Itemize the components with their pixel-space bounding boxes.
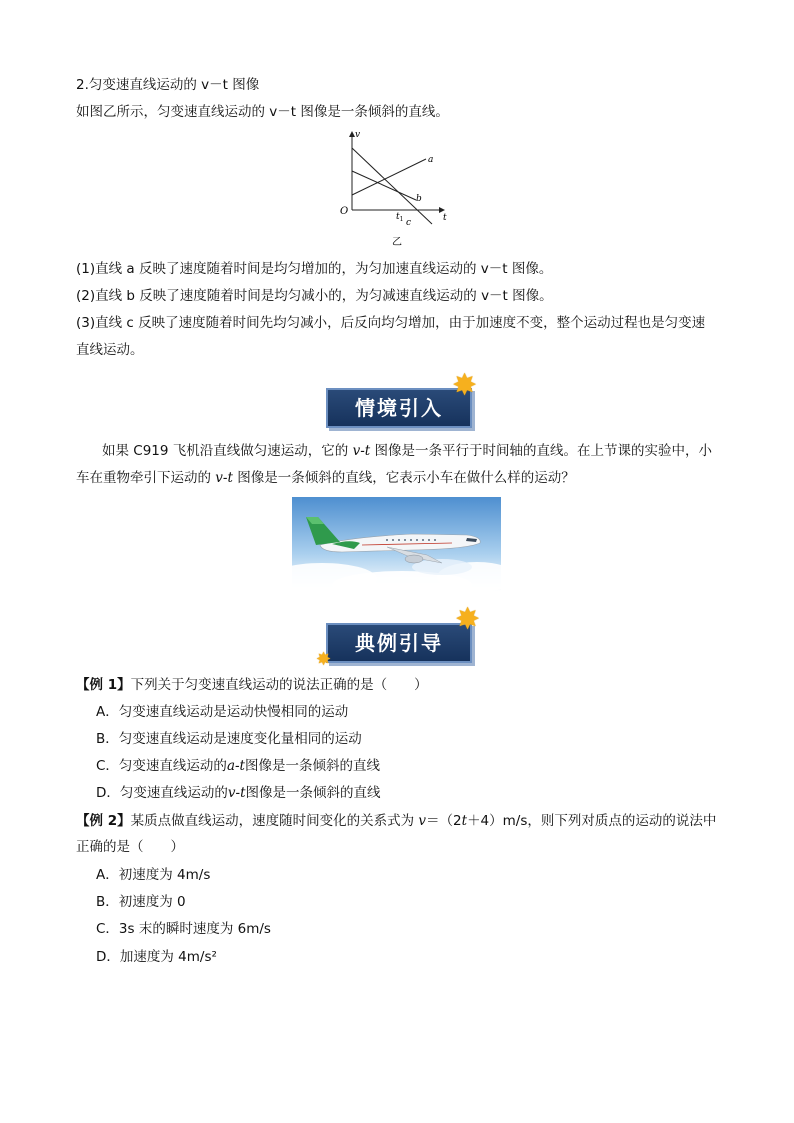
- example2-option-b: B．初速度为 0: [96, 894, 186, 910]
- label-c: c: [406, 218, 412, 228]
- example2-question-line2: 正确的是（ ）: [76, 839, 184, 855]
- banner-examples-label: 典例引导: [355, 631, 443, 655]
- star-icon: ✸: [316, 649, 332, 670]
- option-text: C．匀变速直线运动的: [96, 758, 227, 774]
- scenario-line2: [76, 469, 575, 487]
- banner-scenario-label: 情境引入: [355, 396, 443, 420]
- scenario-text: 图像是一条平行于时间轴的直线。在上节课的实验中，小: [370, 443, 712, 459]
- scenario-text: 图像是一条倾斜的直线，它表示小车在做什么样的运动？: [232, 470, 575, 486]
- scenario-text: 车在重物牵引下运动的: [76, 470, 216, 486]
- airplane-image: [292, 497, 501, 591]
- star-icon: ✸: [455, 602, 481, 637]
- scenario-math: v-t: [215, 470, 233, 486]
- example1-tag: 【例 1】: [76, 677, 131, 693]
- item-2: (2)直线 b 反映了速度随着时间是均匀减小的，为匀减速直线运动的 v－t 图像。: [76, 288, 553, 304]
- banner-examples: [326, 623, 472, 663]
- label-b: b: [416, 194, 422, 204]
- example2-option-d: D．加速度为 4m/s²: [96, 949, 217, 965]
- line-c: [352, 148, 432, 224]
- v-axis-label: v: [355, 130, 361, 140]
- line-b: [352, 171, 416, 200]
- section-heading: 2.匀变速直线运动的 v－t 图像: [76, 77, 260, 93]
- item-3-line1: (3)直线 c 反映了速度随着时间先均匀减小，后反向均匀增加，由于加速度不变，整个运动过程也是匀变速: [76, 315, 706, 331]
- scenario-line1: [102, 442, 712, 460]
- example1-option-d: [96, 784, 381, 802]
- example2-option-c: C．3s 末的瞬时速度为 6m/s: [96, 921, 271, 937]
- label-t1: [396, 212, 403, 223]
- item-3-line2: 直线运动。: [76, 342, 144, 358]
- example2-math: v: [418, 813, 427, 829]
- figure-caption: 乙: [392, 237, 402, 248]
- origin-label: O: [340, 206, 349, 217]
- option-math: a-t: [226, 758, 245, 774]
- example1-question: [76, 676, 428, 694]
- option-text: D．匀变速直线运动的: [96, 785, 228, 801]
- example2-text: ＋4）m/s，则下列对质点的运动的说法中: [467, 813, 717, 829]
- star-icon: ✸: [452, 368, 478, 403]
- example2-question-line1: [76, 812, 716, 830]
- section-intro: 如图乙所示，匀变速直线运动的 v－t 图像是一条倾斜的直线。: [76, 104, 449, 120]
- label-t1-main: t: [396, 212, 400, 222]
- option-math: v-t: [227, 785, 246, 801]
- option-text: 图像是一条倾斜的直线: [244, 758, 380, 774]
- example1-option-a: A．匀变速直线运动是运动快慢相同的运动: [96, 704, 349, 720]
- example2-math: t: [461, 813, 468, 829]
- example2-option-a: A．初速度为 4m/s: [96, 867, 211, 883]
- label-t1-sub: 1: [399, 216, 404, 223]
- example2-text: ＝（2: [426, 813, 462, 829]
- scenario-math: v-t: [352, 443, 371, 459]
- t-axis-label: t: [443, 213, 447, 223]
- label-a: a: [428, 155, 434, 165]
- example1-option-b: B．匀变速直线运动是速度变化量相同的运动: [96, 731, 362, 747]
- scenario-text: 如果 C919 飞机沿直线做匀速运动，它的: [102, 443, 353, 459]
- vt-graph-figure: [330, 128, 460, 250]
- banner-scenario: [326, 388, 472, 428]
- example2-text: 某质点做直线运动，速度随时间变化的关系式为: [130, 813, 419, 829]
- example2-tag: 【例 2】: [76, 813, 131, 829]
- option-text: 图像是一条倾斜的直线: [245, 785, 381, 801]
- example1-option-c: [96, 757, 380, 775]
- example1-text: 下列关于匀变速直线运动的说法正确的是（ ）: [130, 677, 428, 693]
- item-1: (1)直线 a 反映了速度随着时间是均匀增加的，为匀加速直线运动的 v－t 图像。: [76, 261, 553, 277]
- line-a: [352, 159, 426, 195]
